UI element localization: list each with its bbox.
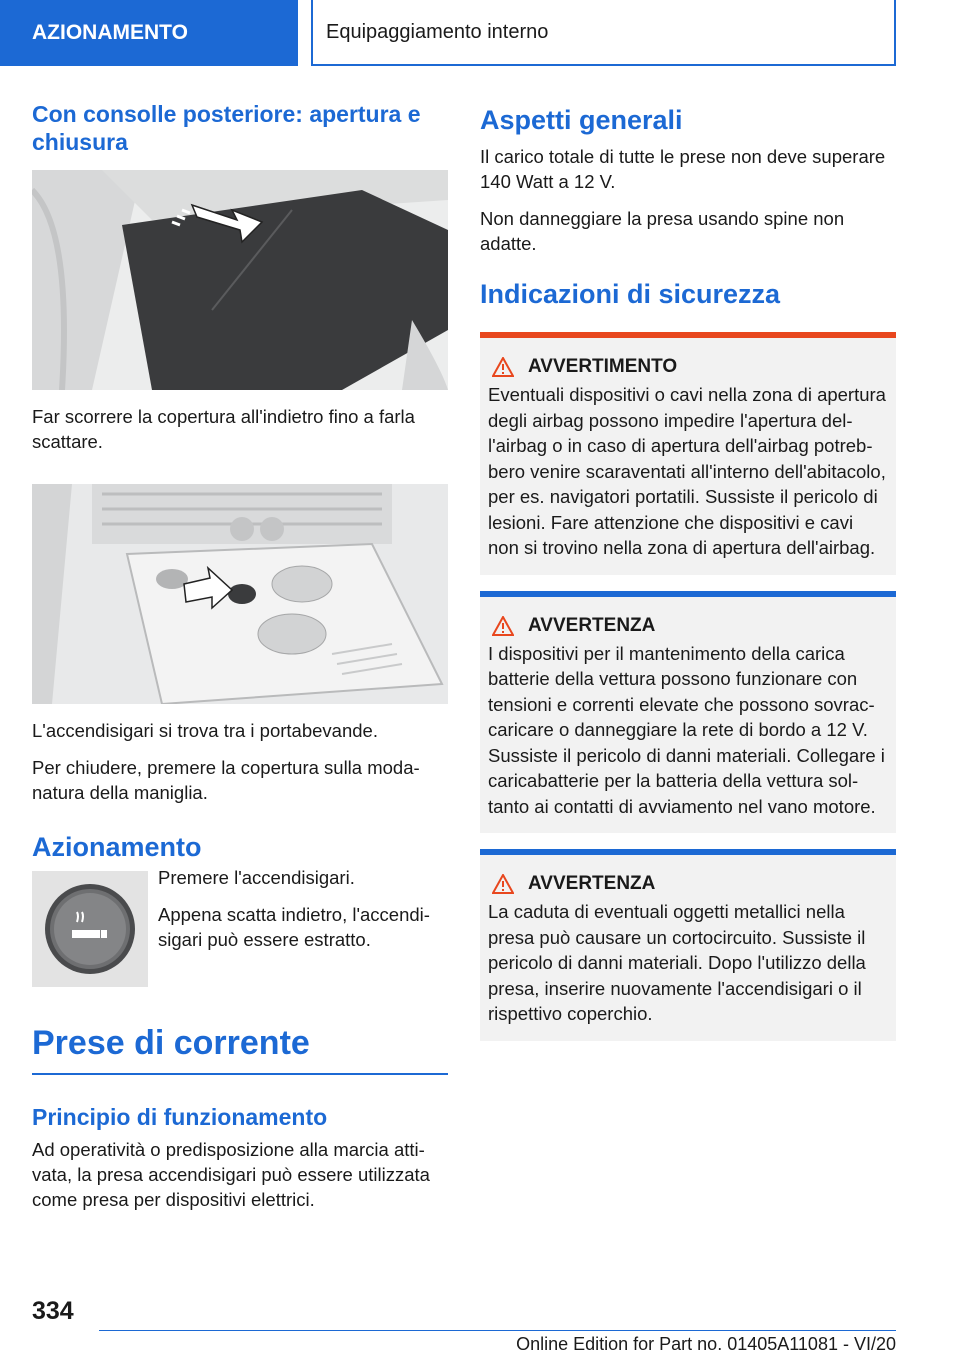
console-cover-illustration: [32, 170, 448, 390]
notice-box-metal-objects: [480, 849, 896, 1041]
notice-text: La caduta di eventuali oggetti metallici nella presa può causare un cortocircuito. Sussiste il pericolo di danni materiali. Dopo l'utilizzo della presa, inserire nuovamente l'accendisigari o il rispettivo coperchio.: [488, 901, 866, 1024]
warning-box-airbag: [480, 332, 896, 575]
notice-text: I dispositivi per il mantenimento della carica batterie della vettura possono funzionare con tensioni e correnti elevate che possono sovraccaricare o danneggiare la rete di bordo a 12 V. Sussiste il pericolo di danni materiali. Collegare i caricabatterie per la batteria della vettura soltanto ai contatti di avviamento nel vano motore.: [488, 642, 885, 817]
warning-triangle-icon: [492, 874, 514, 894]
operation-text: [158, 865, 448, 987]
cigarette-lighter-icon: [32, 871, 148, 987]
principle-text: Ad operatività o predisposizione alla marcia attivata, la presa accendisigari può essere utilizzata come presa per dispositivi elettrici.: [32, 1139, 430, 1210]
total-load-text: Il carico totale di tutte le prese non deve superare 140 Watt a 12 V.: [480, 146, 886, 192]
principle-heading: Principio di funzionamento: [32, 1104, 328, 1130]
header-chapter-label: Equipaggiamento interno: [311, 0, 896, 66]
right-column: [480, 100, 896, 1057]
console-cover-figure: [32, 170, 448, 390]
page-number: 334: [32, 1297, 74, 1325]
notice-box-chargers: [480, 591, 896, 834]
press-lighter-text: Premere l'accendisigari.: [158, 867, 355, 888]
socket-damage-text: Non danneggiare la presa usando spine non adatte.: [480, 208, 845, 254]
operation-heading: Azionamento: [32, 832, 202, 862]
warning-triangle-icon: [492, 616, 514, 636]
left-column: [32, 100, 448, 1224]
general-heading: Aspetti generali: [480, 105, 683, 135]
power-sockets-chapter-title: Prese di corrente: [32, 1023, 448, 1075]
slide-cover-text: Far scorrere la copertura all'indietro fino a farla scattare.: [32, 406, 415, 452]
rear-console-heading: Con consolle posteriore: apertura e chiusura: [32, 101, 421, 155]
notice-title: AVVERTENZA: [528, 614, 656, 636]
notice-title: AVVERTENZA: [528, 873, 656, 894]
close-cover-text: Per chiudere, premere la copertura sulla modanatura della maniglia.: [32, 757, 420, 803]
warning-title: AVVERTIMENTO: [528, 356, 678, 377]
header-section-label: AZIONAMENTO: [0, 0, 298, 66]
remove-lighter-text: Appena scatta indietro, l'accendisigari può essere estratto.: [158, 904, 430, 950]
safety-heading: Indicazioni di sicurezza: [480, 279, 781, 309]
lighter-location-text: L'accendisigari si trova tra i portabevande.: [32, 720, 378, 741]
operation-block: [32, 867, 448, 987]
warning-triangle-icon: [492, 357, 514, 377]
lighter-location-illustration: [32, 484, 448, 704]
lighter-location-figure: [32, 484, 448, 704]
warning-text: Eventuali dispositivi o cavi nella zona di apertura degli airbag possono impedire l'apertura dell'airbag o in caso di apertura dell'airbag potrebbero venire scaraventati all'interno dell'abitacolo, per es. navigatori portatili. Sussiste il pericolo di lesioni. Fare attenzione che dispositivi e cavi non si trovino nella zona di apertura dell'airbag.: [488, 384, 886, 558]
footer-edition: Online Edition for Part no. 01405A11081 - VI/20: [516, 1334, 896, 1354]
footer-divider: [99, 1330, 896, 1331]
